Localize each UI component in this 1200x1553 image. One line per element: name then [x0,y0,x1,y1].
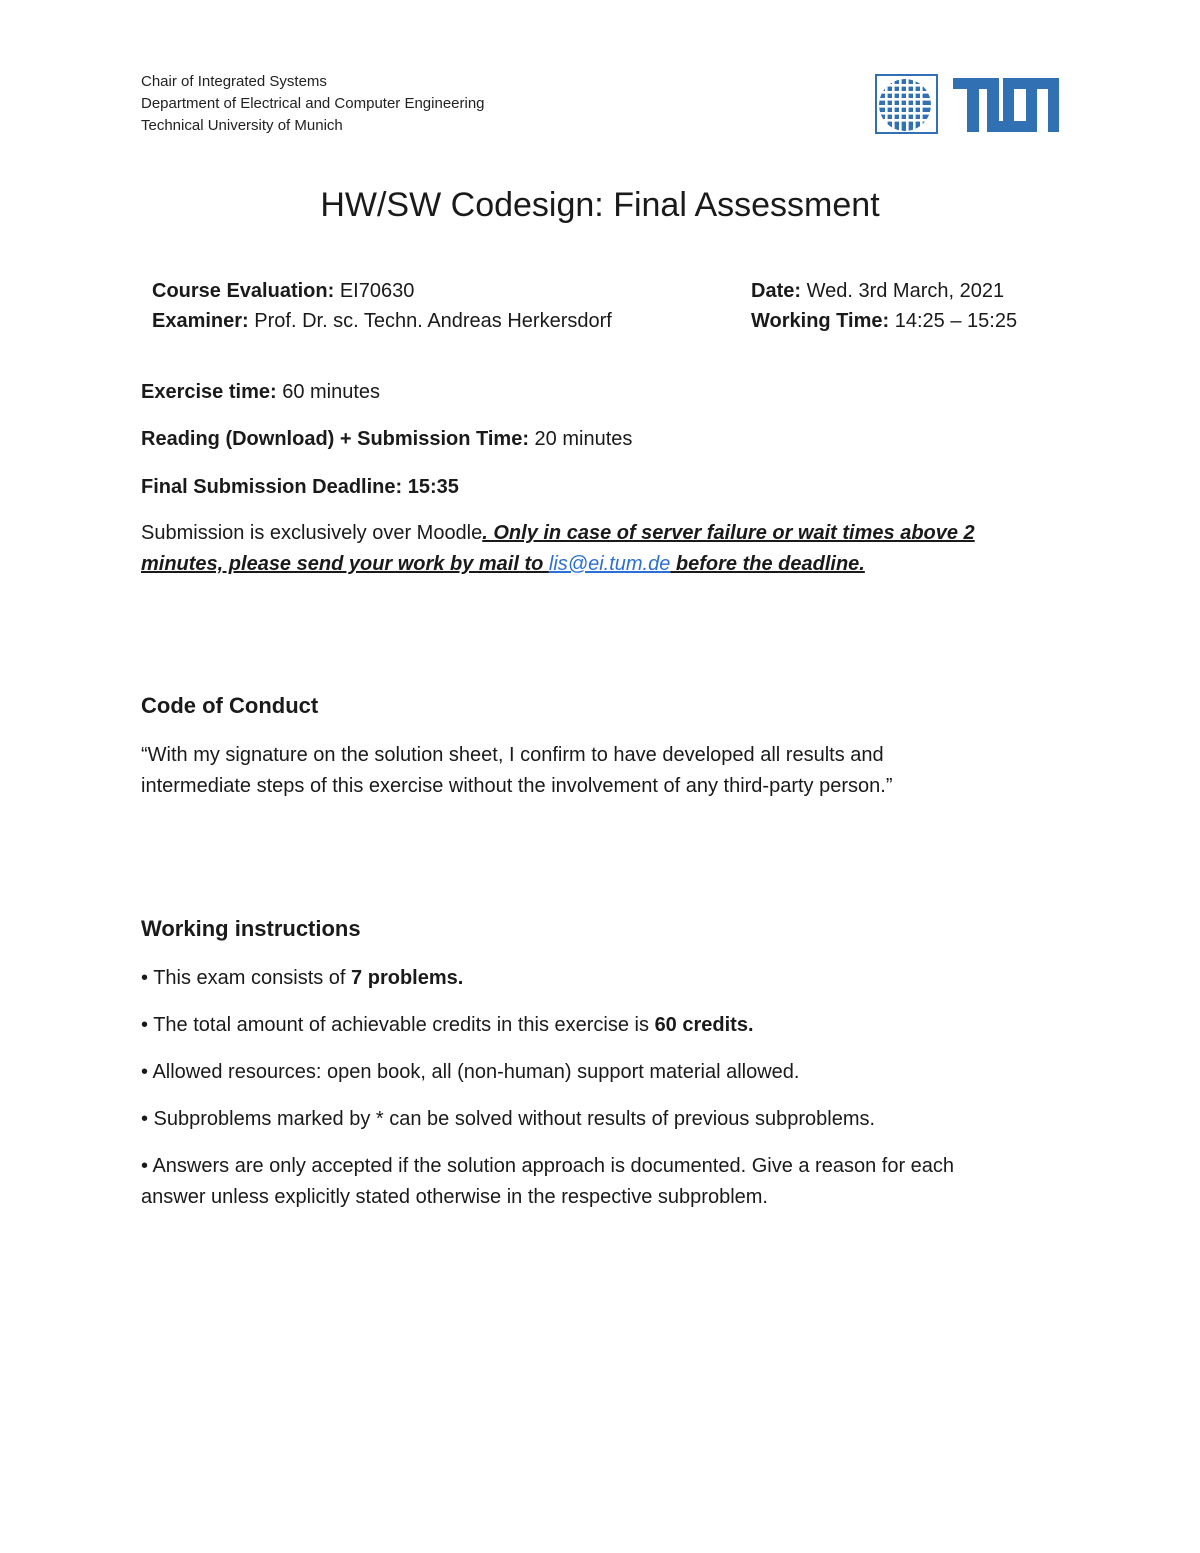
institution-line: Technical University of Munich [141,117,343,134]
date-label: Date: [751,280,802,302]
code-of-conduct-line-1: “With my signature on the solution sheet, I confirm to have developed all results and [141,744,884,766]
working-time-value: 14:25 – 15:25 [889,310,1018,332]
deadline-line [141,472,459,503]
instruction-answers-line-1: • Answers are only accepted if the solution approach is documented. Give a reason for each [141,1155,955,1177]
date-value: Wed. 3rd March, 2021 [801,280,1005,302]
instruction-answers-line-2: answer unless explicitly stated otherwise in the respective subproblem. [141,1186,768,1208]
course-evaluation-line [152,277,414,305]
email-link[interactable]: lis@ei.tum.de [548,553,671,575]
submission-line-2 [141,549,865,580]
code-of-conduct-line-2: intermediate steps of this exercise without the involvement of any third-party person.” [141,775,893,797]
institution-line: Department of Electrical and Computer Engineering [141,95,485,112]
institution-line: Chair of Integrated Systems [141,73,327,90]
course-evaluation-label: Course Evaluation: [152,280,335,302]
instruction-subproblems: • Subproblems marked by * can be solved without results of previous subproblems. [141,1108,876,1130]
submission-emphasis-1: . Only in case of server failure or wait times above 2 [482,522,975,544]
instruction-credits-amount: 60 credits. [654,1014,754,1036]
date-line [751,277,1004,305]
working-time-line [751,307,1017,335]
exercise-time-line [141,377,380,408]
working-instructions-heading: Working instructions [141,916,361,941]
examiner-value: Prof. Dr. sc. Techn. Andreas Herkersdorf [248,310,612,332]
logo-letters [953,78,1059,132]
exercise-time-value: 60 minutes [276,381,381,403]
working-time-label: Working Time: [751,310,890,332]
instruction-problems [141,963,463,994]
reading-time-label: Reading (Download) + Submission Time: [141,428,529,450]
course-evaluation-value: EI70630 [334,280,415,302]
examiner-line [152,307,612,335]
code-of-conduct-heading: Code of Conduct [141,693,319,718]
reading-time-line [141,424,632,455]
tum-logo-graphic [874,73,1064,137]
instruction-resources: • Allowed resources: open book, all (non-human) support material allowed. [141,1061,800,1083]
submission-emphasis-2: minutes, please send your work by mail to [141,553,549,575]
page-title: HW/SW Codesign: Final Assessment [320,186,880,224]
institution-header [141,71,485,137]
instruction-credits [141,1010,754,1041]
examiner-label: Examiner: [152,310,249,332]
submission-plain-text: Submission is exclusively over Moodle [141,522,483,544]
deadline-label: Final Submission Deadline: 15:35 [141,476,459,498]
globe-icon [877,77,933,133]
reading-time-value: 20 minutes [529,428,633,450]
submission-emphasis-3: before the deadline. [670,553,865,575]
instruction-problems-count: 7 problems. [351,967,464,989]
instruction-credits-text: • The total amount of achievable credits in this exercise is [141,1014,655,1036]
submission-line-1 [141,518,975,549]
instruction-problems-text: • This exam consists of [141,967,352,989]
exercise-time-label: Exercise time: [141,381,277,403]
tum-logo [874,73,1064,137]
